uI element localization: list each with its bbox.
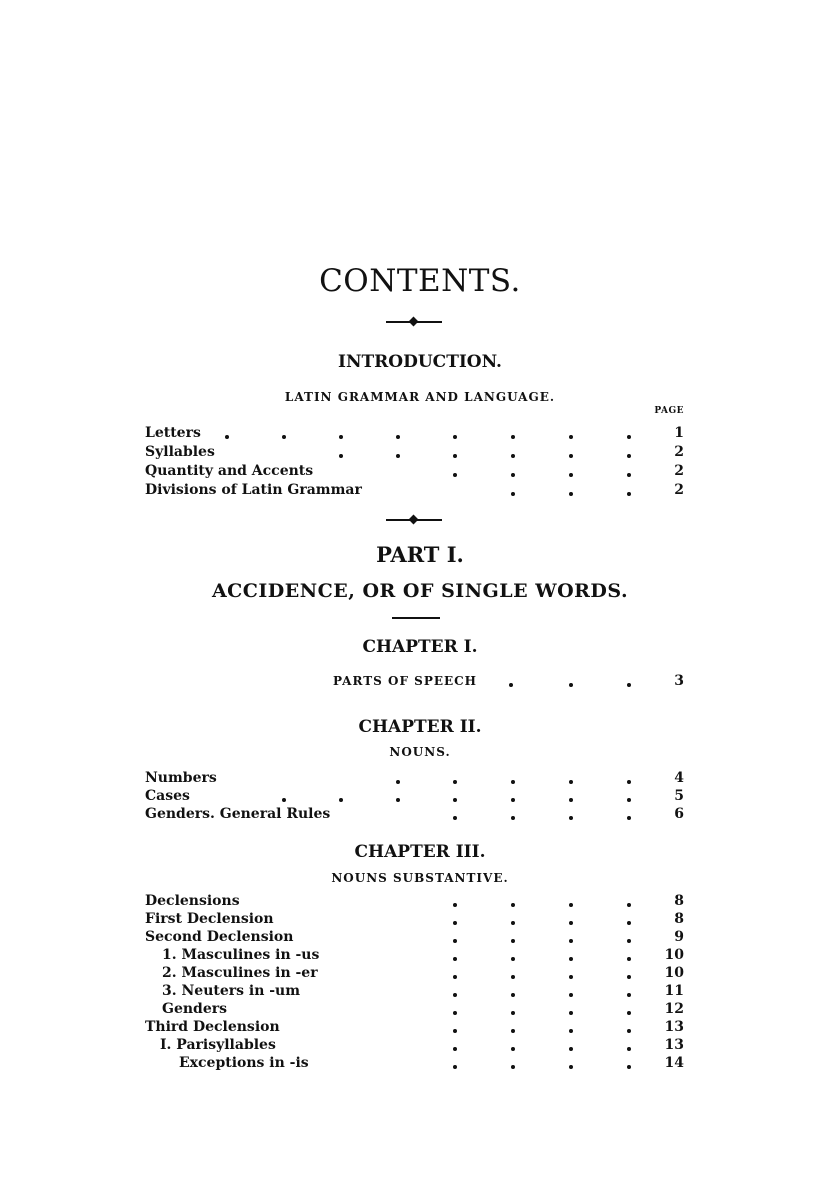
leader-dot [511,921,515,925]
leader-dot [569,957,573,961]
toc-entry [0,1055,840,1072]
leader-dot [509,683,513,687]
leader-dot [627,435,631,439]
leader-dot [511,939,515,943]
leader-dot [569,903,573,907]
toc-entry [0,947,840,964]
leader-dot [453,780,457,784]
leader-dot [396,435,400,439]
leader-dot [453,1065,457,1069]
leader-dot [511,1065,515,1069]
toc-entry [0,965,840,982]
leader-dot [511,454,515,458]
leader-dot [453,939,457,943]
leader-dot [569,473,573,477]
introduction-heading: INTRODUCTION. [338,352,502,372]
leader-dot [339,435,343,439]
entry-label: Genders. General Rules [145,806,331,822]
ornament-divider [386,315,442,329]
entry-label: I. Parisyllables [160,1037,276,1053]
short-rule [392,617,440,619]
leader-dot [569,492,573,496]
toc-entry [0,770,840,787]
ornament-divider [386,513,442,527]
toc-entry [0,1019,840,1036]
entry-label: Exceptions in -is [179,1055,309,1071]
leader-dot [627,903,631,907]
toc-entry [0,911,840,928]
leader-dot [627,1029,631,1033]
entry-page: 4 [674,770,684,786]
entry-label: Divisions of Latin Grammar [145,482,362,498]
leader-dot [396,454,400,458]
entry-page: 13 [664,1037,684,1053]
leader-dot [511,473,515,477]
leader-dot [511,903,515,907]
leader-dot [569,1047,573,1051]
entry-label: 2. Masculines in -er [162,965,318,981]
leader-dot [627,939,631,943]
toc-entry [0,893,840,910]
toc-entry [0,929,840,946]
entry-label: Third Declension [145,1019,280,1035]
leader-dot [453,993,457,997]
leader-dot [225,435,229,439]
entry-label: Declensions [145,893,240,909]
leader-dot [511,957,515,961]
leader-dot [627,957,631,961]
leader-dot [396,780,400,784]
leader-dot [569,1029,573,1033]
page-title: CONTENTS. [319,263,521,299]
toc-entry [0,482,840,499]
leader-dot [453,435,457,439]
chapter-3-subheading: NOUNS SUBSTANTIVE. [331,871,509,885]
entry-label: First Declension [145,911,274,927]
leader-dot [511,780,515,784]
entry-page: 9 [674,929,684,945]
entry-label: Second Declension [145,929,294,945]
part-heading: PART I. [376,542,464,567]
leader-dot [453,1047,457,1051]
entry-label: 3. Neuters in -um [162,983,301,999]
leader-dot [569,798,573,802]
toc-entry [0,806,840,823]
chapter-2-heading: CHAPTER II. [358,717,482,737]
entry-page: 10 [664,947,684,963]
leader-dot [511,816,515,820]
leader-dot [569,780,573,784]
leader-dot [627,780,631,784]
leader-dot [453,1011,457,1015]
leader-dot [511,1029,515,1033]
leader-dot [569,921,573,925]
toc-entry [0,1001,840,1018]
leader-dot [453,473,457,477]
entry-label: Syllables [145,444,215,460]
entry-page: 2 [674,444,684,460]
toc-entry [0,788,840,805]
leader-dot [569,975,573,979]
entry-label: 1. Masculines in -us [162,947,320,963]
leader-dot [569,1011,573,1015]
entry-page: 14 [664,1055,684,1071]
leader-dot [569,816,573,820]
leader-dot [396,798,400,802]
entry-label: Quantity and Accents [145,463,314,479]
entry-page: 2 [674,463,684,479]
leader-dot [627,473,631,477]
chapter-1-heading: CHAPTER I. [362,637,478,657]
entry-page: 8 [674,893,684,909]
leader-dot [627,798,631,802]
leader-dot [339,798,343,802]
toc-entry [0,983,840,1000]
toc-entry [0,425,840,442]
page-column-label: PAGE [654,406,684,416]
entry-page: 3 [674,673,684,689]
entry-page: 8 [674,911,684,927]
introduction-subheading: LATIN GRAMMAR AND LANGUAGE. [284,390,556,404]
leader-dot [511,1047,515,1051]
entry-page: 5 [674,788,684,804]
leader-dot [453,903,457,907]
entry-label: Genders [162,1001,227,1017]
leader-dot [569,1065,573,1069]
leader-dot [627,921,631,925]
leader-dot [282,435,286,439]
leader-dot [511,798,515,802]
leader-dot [453,957,457,961]
leader-dot [627,1011,631,1015]
leader-dot [511,435,515,439]
entry-page: 2 [674,482,684,498]
leader-dot [511,492,515,496]
leader-dot [627,993,631,997]
leader-dot [453,798,457,802]
chapter-2-subheading: NOUNS. [389,745,451,759]
entry-label: Numbers [145,770,217,786]
leader-dot [569,435,573,439]
leader-dot [511,975,515,979]
entry-page: 10 [664,965,684,981]
leader-dot [511,993,515,997]
entry-page: 6 [674,806,684,822]
toc-entry [0,444,840,461]
leader-dot [569,993,573,997]
entry-label: Letters [145,425,201,441]
leader-dot [627,1065,631,1069]
leader-dot [453,454,457,458]
toc-entry [0,463,840,480]
leader-dot [627,816,631,820]
chapter-3-heading: CHAPTER III. [354,842,486,862]
leader-dot [569,939,573,943]
entry-page: 13 [664,1019,684,1035]
leader-dot [627,683,631,687]
entry-label: PARTS OF SPEECH [333,674,478,688]
leader-dot [511,1011,515,1015]
leader-dot [453,975,457,979]
entry-page: 12 [664,1001,684,1017]
leader-dot [569,454,573,458]
leader-dot [453,816,457,820]
leader-dot [453,1029,457,1033]
leader-dot [627,1047,631,1051]
leader-dot [627,492,631,496]
entry-page: 1 [674,425,684,441]
leader-dot [282,798,286,802]
entry-label: Cases [145,788,190,804]
leader-dot [627,454,631,458]
chapter-1-entry [0,673,840,690]
leader-dot [627,975,631,979]
leader-dot [453,921,457,925]
entry-page: 11 [664,983,684,999]
toc-entry [0,1037,840,1054]
part-subtitle: ACCIDENCE, OR OF SINGLE WORDS. [211,580,629,602]
leader-dot [569,683,573,687]
leader-dot [339,454,343,458]
